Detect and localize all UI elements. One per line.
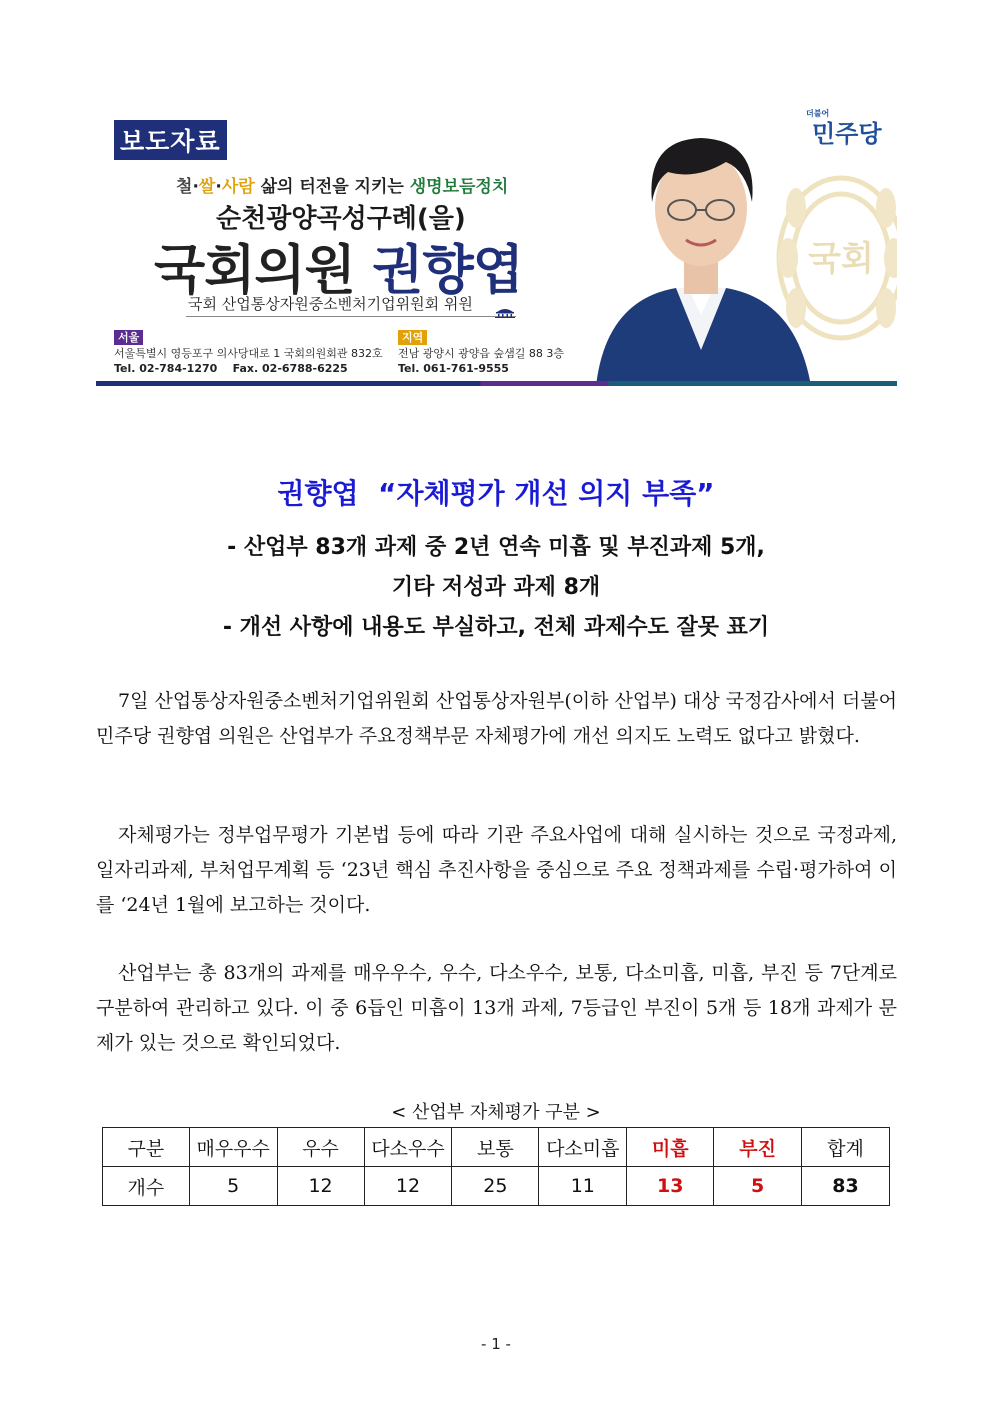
table-header-cell: 보통 <box>452 1128 539 1167</box>
member-name: 권향엽 <box>372 240 523 301</box>
slogan-part: 사람 <box>221 177 255 197</box>
table-cell: 5 <box>189 1167 277 1206</box>
party-logo <box>806 109 882 149</box>
paragraph-text: 자체평가는 정부업무평가 기본법 등에 따라 기관 주요사업에 대해 실시하는 것으로 국정과제, 일자리과제, 부처업무계획 등 ‘23년 핵심 추진사항을 중심으로 주요 정책과제를 수립·평가하여 이를 ‘24년 1월에 보고하는 것이다. <box>96 824 897 916</box>
seoul-address: 서울특별시 영등포구 의사당대로 1 국회의원회관 832호 <box>114 347 383 360</box>
body-paragraph <box>96 956 897 1061</box>
slogan <box>176 172 508 197</box>
table-header-cell: 우수 <box>277 1128 364 1167</box>
title-prefix: 국회의원 <box>154 240 373 301</box>
table-header-row <box>103 1128 890 1167</box>
committee: 국회 산업통상자원중소벤처기업위원회 위원 <box>188 295 473 313</box>
evaluation-table <box>102 1127 890 1206</box>
table-cell: 83 <box>801 1167 889 1206</box>
district: 순천광양곡성구례(을) <box>216 204 466 234</box>
slogan-dot: · <box>215 177 222 197</box>
body-paragraph <box>96 818 897 923</box>
local-office <box>398 330 564 376</box>
party-name: 민주당 <box>812 120 882 148</box>
table-header-cell: 다소미흡 <box>539 1128 627 1167</box>
svg-text:국회: 국회 <box>808 239 874 279</box>
press-release-tag: 보도자료 <box>114 120 227 160</box>
table-header-cell: 합계 <box>801 1128 889 1167</box>
table-header-cell: 매우우수 <box>189 1128 277 1167</box>
local-label: 지역 <box>398 330 427 345</box>
subheadline: - 개선 사항에 내용도 부실하고, 전체 과제수도 잘못 표기 <box>222 615 770 640</box>
local-address: 전남 광양시 광양읍 숲샘길 88 3층 <box>398 347 564 360</box>
table-cell: 개수 <box>103 1167 190 1206</box>
slogan-part: 쌀 <box>198 177 216 197</box>
paragraph-text: 7일 산업통상자원중소벤처기업위원회 산업통상자원부(이하 산업부) 대상 국정감사에서 더불어민주당 권향엽 의원은 산업부가 주요정책부문 자체평가에 개선 의지도 노력도 없다고 밝혔다. <box>96 690 897 747</box>
assembly-building-icon <box>494 306 516 318</box>
color-stripe <box>96 381 897 386</box>
subheadline: - 산업부 83개 과제 중 2년 연속 미흡 및 부진과제 5개, <box>227 535 765 560</box>
table-row <box>103 1167 890 1206</box>
local-phone: Tel. 061-761-9555 <box>398 362 509 375</box>
table-cell: 25 <box>452 1167 539 1206</box>
table-cell: 11 <box>539 1167 627 1206</box>
divider <box>186 316 516 317</box>
table-header-cell: 부진 <box>714 1128 802 1167</box>
table-caption: < 산업부 자체평가 구분 > <box>391 1102 601 1123</box>
seoul-phone: Tel. 02-784-1270 Fax. 02-6788-6225 <box>114 362 348 375</box>
table-header-cell: 미흡 <box>627 1128 714 1167</box>
subheadline: 기타 저성과 과제 8개 <box>391 575 601 600</box>
table-header-cell: 구분 <box>103 1128 190 1167</box>
table-header-cell: 다소우수 <box>364 1128 452 1167</box>
slogan-part: 삶의 터전을 지키는 <box>254 177 410 197</box>
member-portrait-image <box>576 110 826 386</box>
table-cell: 5 <box>714 1167 802 1206</box>
headline: 권향엽 “자체평가 개선 의지 부족” <box>277 477 715 510</box>
press-banner <box>96 98 897 386</box>
slogan-part: 생명보듬정치 <box>409 177 509 197</box>
table-cell: 13 <box>627 1167 714 1206</box>
table-cell: 12 <box>364 1167 452 1206</box>
body-paragraph <box>96 684 897 754</box>
table-cell: 12 <box>277 1167 364 1206</box>
seoul-office <box>114 330 383 376</box>
party-logo-small: 더불어 <box>806 109 830 118</box>
seoul-label: 서울 <box>114 330 143 345</box>
page-number: - 1 - <box>481 1335 511 1353</box>
slogan-dot: · <box>192 177 199 197</box>
paragraph-text: 산업부는 총 83개의 과제를 매우우수, 우수, 다소우수, 보통, 다소미흡, 미흡, 부진 등 7단계로 구분하여 관리하고 있다. 이 중 6듭인 미흡이 13개 과제, 7등급인 부진이 5개 등 18개 과제가 문제가 있는 것으로 확인되었다. <box>96 962 897 1054</box>
slogan-part: 철 <box>176 177 193 197</box>
